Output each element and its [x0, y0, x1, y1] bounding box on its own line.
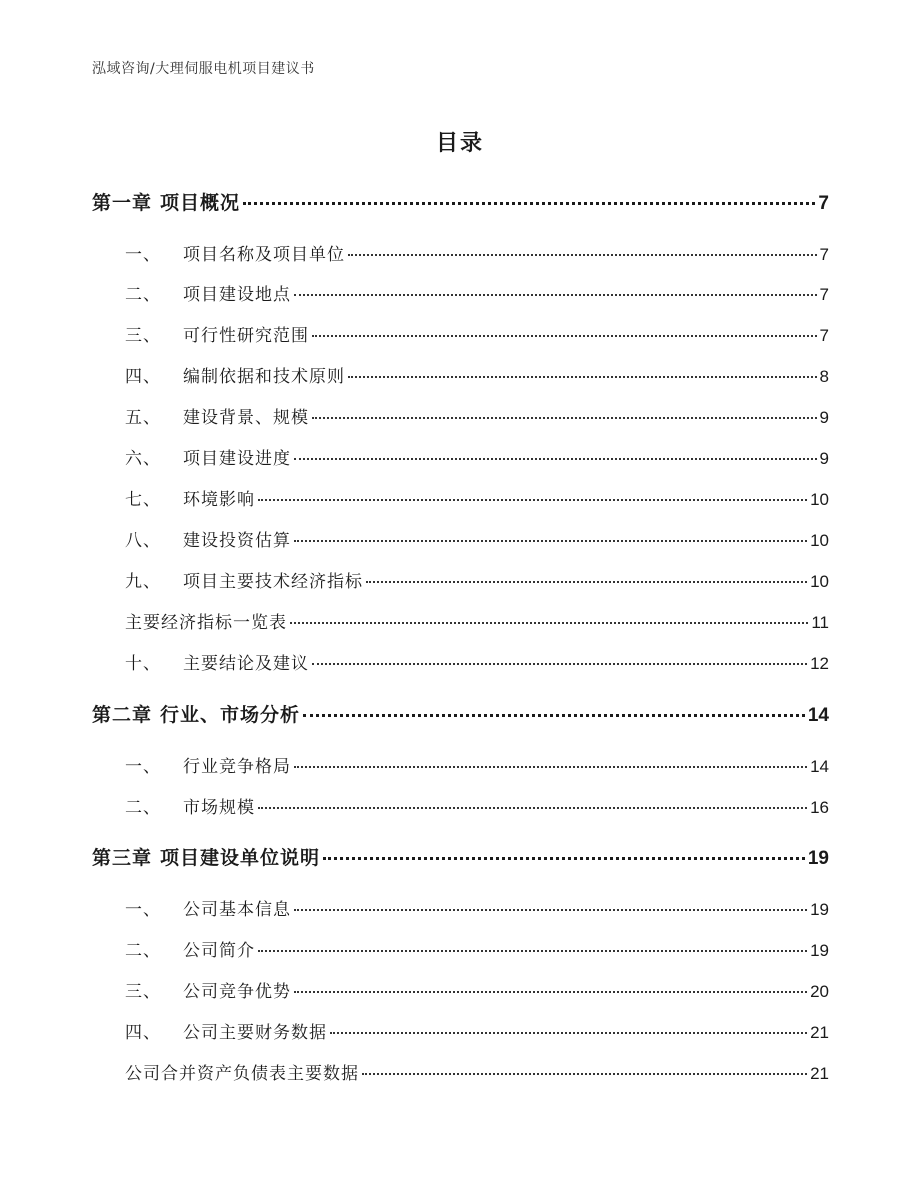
dot-leader	[294, 766, 807, 768]
toc-entry-text: 可行性研究范围	[183, 326, 309, 346]
toc-chapter-entry[interactable]	[92, 700, 829, 727]
dot-leader	[294, 540, 807, 542]
toc-section-entry[interactable]	[125, 567, 829, 592]
dot-leader	[348, 376, 817, 378]
toc-page-number: 20	[810, 982, 829, 1001]
toc-page-number: 12	[810, 654, 829, 673]
toc-section-entry[interactable]	[125, 1018, 829, 1043]
toc-section-entry[interactable]	[125, 649, 829, 674]
toc-page-number: 14	[810, 757, 829, 776]
toc-entry-number: 三、	[125, 982, 161, 1002]
toc-page-number: 21	[810, 1064, 829, 1083]
toc-chapter-entry[interactable]	[92, 188, 829, 215]
dot-leader	[323, 857, 805, 860]
toc-entry-label	[92, 188, 240, 215]
toc-entry-number: 八、	[125, 531, 161, 551]
dot-leader	[290, 622, 808, 624]
dot-leader	[294, 909, 807, 911]
toc-entry-label	[125, 1059, 359, 1084]
toc-section-entry[interactable]	[125, 321, 829, 346]
toc-page-number: 8	[819, 367, 829, 386]
toc-entry-number: 五、	[125, 408, 161, 428]
toc-entry-label	[92, 700, 300, 727]
toc-entry-label	[125, 1018, 327, 1043]
toc-entry-number: 六、	[125, 449, 161, 469]
toc-entry-number: 第三章	[92, 847, 153, 869]
toc-title: 目录	[435, 131, 484, 156]
toc-section-entry[interactable]	[125, 895, 829, 920]
toc-entry-label	[125, 362, 345, 387]
toc-entry-label	[125, 403, 309, 428]
toc-page-number: 19	[810, 900, 829, 919]
toc-entry-label	[125, 321, 309, 346]
toc-entry-text: 建设背景、规模	[183, 408, 309, 428]
toc-entry-label	[125, 608, 287, 633]
toc-entry-number: 三、	[125, 326, 161, 346]
toc-page-number: 19	[807, 848, 829, 869]
toc-section-entry[interactable]	[125, 608, 829, 633]
toc-entry-text: 行业竞争格局	[183, 757, 291, 777]
dot-leader	[348, 254, 817, 256]
dot-leader	[303, 714, 805, 717]
toc-section-entry[interactable]	[125, 280, 829, 305]
toc-entry-text: 项目建设进度	[183, 449, 291, 469]
toc-entry-number: 一、	[125, 900, 161, 920]
toc-section-entry[interactable]	[125, 793, 829, 818]
toc-entry-number: 七、	[125, 490, 161, 510]
toc-section-entry[interactable]	[125, 485, 829, 510]
dot-leader	[258, 807, 807, 809]
toc-page-number: 9	[819, 408, 829, 427]
toc-entry-label	[125, 526, 291, 551]
toc-section-entry[interactable]	[125, 1059, 829, 1084]
toc-entry-text: 主要结论及建议	[183, 654, 309, 674]
toc-page-number: 7	[819, 326, 829, 345]
toc-entry-text: 公司竞争优势	[183, 982, 291, 1002]
toc-entry-label	[125, 895, 291, 920]
toc-entry-number: 二、	[125, 941, 161, 961]
toc-entry-number: 二、	[125, 798, 161, 818]
toc-entry-text: 项目建设地点	[183, 285, 291, 305]
dot-leader	[258, 950, 807, 952]
running-header: 泓域咨询/大理伺服电机项目建议书	[92, 61, 315, 77]
toc-section-entry[interactable]	[125, 240, 829, 265]
dot-leader	[243, 202, 815, 205]
toc-entry-label	[92, 843, 320, 870]
toc-section-entry[interactable]	[125, 936, 829, 961]
toc-page-number: 19	[810, 941, 829, 960]
dot-leader	[330, 1032, 807, 1034]
toc-entry-text: 项目概况	[160, 192, 241, 214]
toc-entry-number: 第二章	[92, 704, 153, 726]
toc-entry-number: 四、	[125, 367, 161, 387]
toc-entry-text: 编制依据和技术原则	[183, 367, 345, 387]
toc-page-number: 16	[810, 798, 829, 817]
toc-page-number: 9	[819, 449, 829, 468]
dot-leader	[294, 294, 817, 296]
toc-entry-text: 建设投资估算	[183, 531, 291, 551]
toc-entry-number: 第一章	[92, 192, 153, 214]
toc-entry-label	[125, 240, 345, 265]
dot-leader	[366, 581, 807, 583]
toc-page-number: 10	[810, 572, 829, 591]
toc-entry-label	[125, 793, 255, 818]
toc-page-number: 10	[810, 531, 829, 550]
toc-entry-text: 公司主要财务数据	[183, 1023, 327, 1043]
toc-section-entry[interactable]	[125, 977, 829, 1002]
toc-section-entry[interactable]	[125, 403, 829, 428]
dot-leader	[258, 499, 807, 501]
toc-entry-number: 二、	[125, 285, 161, 305]
toc-page-number: 10	[810, 490, 829, 509]
toc-page-number: 7	[818, 193, 829, 214]
toc-entry-text: 项目主要技术经济指标	[183, 572, 363, 592]
toc-entry-text: 市场规模	[183, 798, 255, 818]
toc-entry-number: 一、	[125, 245, 161, 265]
header-rule	[90, 86, 830, 87]
toc-page-number: 14	[807, 705, 829, 726]
toc-entry-text: 公司合并资产负债表主要数据	[125, 1064, 359, 1084]
toc-entry-text: 项目建设单位说明	[160, 847, 321, 869]
toc-section-entry[interactable]	[125, 526, 829, 551]
toc-entry-text: 公司简介	[183, 941, 255, 961]
toc-entry-label	[125, 752, 291, 777]
toc-entry-label	[125, 567, 363, 592]
toc-section-entry[interactable]	[125, 444, 829, 469]
toc-entry-label	[125, 936, 255, 961]
toc-entry-text: 主要经济指标一览表	[125, 613, 287, 633]
toc-entry-label	[125, 280, 291, 305]
toc-entry-number: 四、	[125, 1023, 161, 1043]
toc-entry-label	[125, 444, 291, 469]
dot-leader	[294, 458, 817, 460]
toc-entry-label	[125, 977, 291, 1002]
toc-entry-text: 环境影响	[183, 490, 255, 510]
toc-page-number: 11	[811, 613, 829, 632]
toc-page-number: 7	[819, 285, 829, 304]
toc-entry-label	[125, 485, 255, 510]
dot-leader	[294, 991, 807, 993]
dot-leader	[312, 335, 817, 337]
toc-entry-label	[125, 649, 309, 674]
toc-entry-text: 项目名称及项目单位	[183, 245, 345, 265]
toc-section-entry[interactable]	[125, 752, 829, 777]
toc-entry-number: 十、	[125, 654, 161, 674]
toc-entry-text: 公司基本信息	[183, 900, 291, 920]
toc-page-number: 7	[819, 245, 829, 264]
toc-chapter-entry[interactable]	[92, 843, 829, 870]
toc-page-number: 21	[810, 1023, 829, 1042]
toc-entry-number: 九、	[125, 572, 161, 592]
toc-entry-number: 一、	[125, 757, 161, 777]
toc-entry-text: 行业、市场分析	[160, 704, 301, 726]
dot-leader	[312, 417, 817, 419]
dot-leader	[312, 663, 807, 665]
dot-leader	[362, 1073, 807, 1075]
toc-section-entry[interactable]	[125, 362, 829, 387]
